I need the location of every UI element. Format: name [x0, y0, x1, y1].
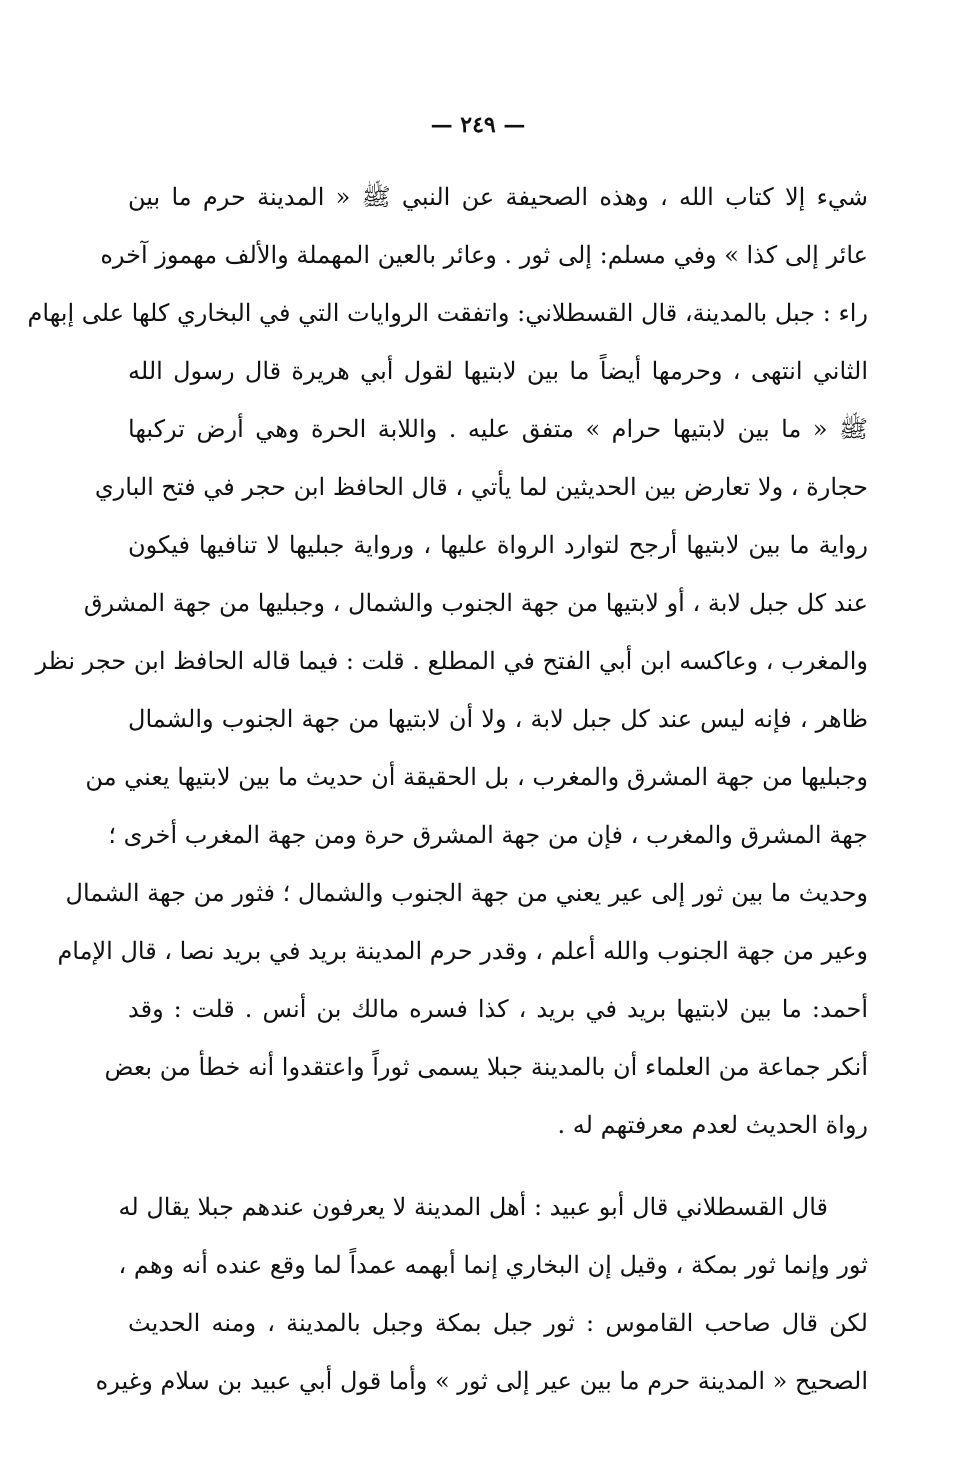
paragraph-1: [27, 168, 868, 1154]
text-line: وعير من جهة الجنوب والله أعلم ، وقدر حرم المدينة بريد في بريد نصا ، قال الإمام: [57, 937, 868, 965]
text-line: رواة الحديث لعدم معرفتهم له .: [557, 1111, 868, 1139]
text-line: راء : جبل بالمدينة، قال القسطلاني: واتفقت الروايات التي في البخاري كلها على إبهام: [27, 299, 868, 327]
text-line: جهة المشرق والمغرب ، فإن من جهة المشرق حرة ومن جهة المغرب أخرى ؛: [108, 821, 868, 849]
paragraph-2: [95, 1178, 868, 1410]
text-line: أنكر جماعة من العلماء أن بالمدينة جبلا يسمى ثوراً واعتقدوا أنه خطأ من بعض: [104, 1053, 868, 1081]
text-line: ﷺ « ما بين لابتيها حرام » متفق عليه . واللابة الحرة وهي أرض تركبها: [128, 415, 868, 443]
text-line: شيء إلا كتاب الله ، وهذه الصحيفة عن النبي ﷺ « المدينة حرم ما بين: [128, 183, 868, 211]
text-line: وحديث ما بين ثور إلى عير يعني من جهة الجنوب والشمال ؛ فثور من جهة الشمال: [65, 879, 868, 907]
text-line: عند كل جبل لابة ، أو لابتيها من جهة الجنوب والشمال ، وجبليها من جهة المشرق: [83, 589, 868, 617]
text-line: لكن قال صاحب القاموس : ثور جبل بمكة وجبل بالمدينة ، ومنه الحديث: [128, 1309, 868, 1337]
text-line: قال القسطلاني قال أبو عبيد : أهل المدينة لا يعرفون عندهم جبلا يقال له: [118, 1193, 828, 1221]
text-line: ثور وإنما ثور بمكة ، وقيل إن البخاري إنما أبهمه عمداً لما وقع عنده أنه وهم ،: [118, 1251, 868, 1279]
text-line: عائر إلى كذا » وفي مسلم: إلى ثور . وعائر بالعين المهملة والألف مهموز آخره: [100, 241, 868, 269]
text-line: ظاهر ، فإنه ليس عند كل جبل لابة ، ولا أن لابتيها من جهة الجنوب والشمال: [128, 705, 868, 733]
text-line: رواية ما بين لابتيها أرجح لتوارد الرواة عليها ، ورواية جبليها لا تنافيها فيكون: [128, 531, 868, 559]
paragraph-gap: [128, 1154, 868, 1178]
text-line: أحمد: ما بين لابتيها بريد في بريد ، كذا فسره مالك بن أنس . قلت : وقد: [128, 995, 868, 1023]
text-line: والمغرب ، وعاكسه ابن أبي الفتح في المطلع . قلت : فيما قاله الحافظ ابن حجر نظر: [35, 647, 868, 675]
text-line: الثاني انتهى ، وحرمها أيضاً ما بين لابتيها لقول أبي هريرة قال رسول الله: [128, 357, 868, 385]
text-line: الصحيح « المدينة حرم ما بين عير إلى ثور » وأما قول أبي عبيد بن سلام وغيره: [95, 1367, 868, 1395]
main-text: [27, 168, 868, 1410]
page-number: — ٢٤٩ —: [430, 112, 526, 138]
text-line: حجارة ، ولا تعارض بين الحديثين لما يأتي ، قال الحافظ ابن حجر في فتح الباري: [94, 473, 868, 501]
text-line: وجبليها من جهة المشرق والمغرب ، بل الحقيقة أن حديث ما بين لابتيها يعني من: [85, 763, 868, 791]
